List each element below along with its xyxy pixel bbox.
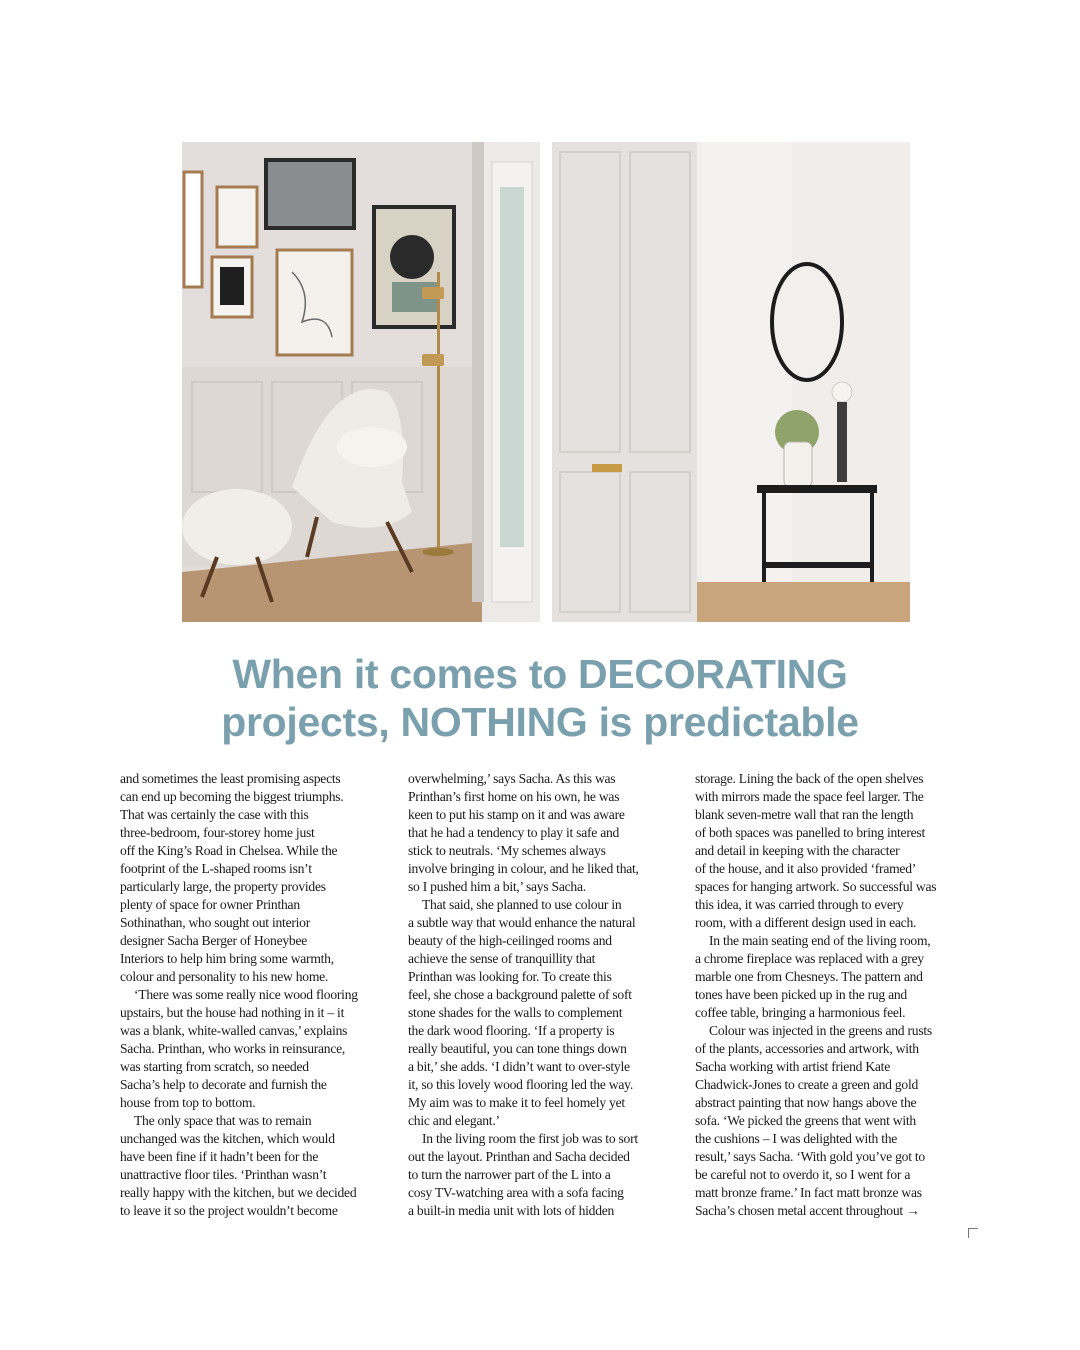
body-text-line: keen to put his stamp on it and was aware <box>408 807 625 822</box>
body-text-line: Sacha. Printhan, who works in reinsurance, <box>120 1041 346 1056</box>
body-text-line: result,’ says Sacha. ‘With gold you’ve got to <box>695 1149 925 1164</box>
body-text-line: marble one from Chesneys. The pattern and <box>695 969 923 984</box>
body-text-line: Colour was injected in the greens and rusts <box>709 1023 932 1038</box>
body-column-3 <box>695 770 963 1220</box>
body-text-line: involve bringing in colour, and he liked that, <box>408 861 639 876</box>
body-text-line: footprint of the L-shaped rooms isn’t <box>120 861 312 876</box>
body-text-line: have been fine if it hadn’t been for the <box>120 1149 319 1164</box>
body-text-line: to turn the narrower part of the L into a <box>408 1167 611 1182</box>
body-text-line: was a blank, white-walled canvas,’ explains <box>120 1023 348 1038</box>
headline-line-1: When it comes to DECORATING <box>232 651 848 697</box>
body-text-line: Sothinathan, who sought out interior <box>120 915 310 930</box>
body-text-line: coffee table, bringing a harmonious feel. <box>695 1005 906 1020</box>
living-room-corner-photo <box>182 142 540 622</box>
body-text-line: unchanged was the kitchen, which would <box>120 1131 335 1146</box>
body-text-line: chic and elegant.’ <box>408 1113 500 1128</box>
body-text-line: cosy TV-watching area with a sofa facing <box>408 1185 624 1200</box>
body-text-line: Printhan was looking for. To create this <box>408 969 612 984</box>
body-column-1 <box>120 770 390 1220</box>
body-text-line: so I pushed him a bit,’ says Sacha. <box>408 879 586 894</box>
body-text-line: of the plants, accessories and artwork, with <box>695 1041 919 1056</box>
body-text-line: of both spaces was panelled to bring interest <box>695 825 925 840</box>
body-text-line: matt bronze frame.’ In fact matt bronze was <box>695 1185 922 1200</box>
body-text-line: three-bedroom, four-storey home just <box>120 825 315 840</box>
body-text-line: In the main seating end of the living room, <box>709 933 931 948</box>
body-text-line: a chrome fireplace was replaced with a grey <box>695 951 924 966</box>
body-text-line: house from top to bottom. <box>120 1095 256 1110</box>
body-text-line: plenty of space for owner Printhan <box>120 897 300 912</box>
body-text-line: ‘There was some really nice wood flooring <box>134 987 358 1002</box>
body-text-line: was starting from scratch, so needed <box>120 1059 309 1074</box>
body-text-line: the cushions – I was delighted with the <box>695 1131 898 1146</box>
body-text-line: off the King’s Road in Chelsea. While the <box>120 843 338 858</box>
body-text-line: really happy with the kitchen, but we decided <box>120 1185 357 1200</box>
body-text-line: a built-in media unit with lots of hidden <box>408 1203 615 1218</box>
body-text-line: out the layout. Printhan and Sacha decided <box>408 1149 630 1164</box>
body-text-line: room, with a different design used in each. <box>695 915 917 930</box>
body-text-line: the dark wood flooring. ‘If a property is <box>408 1023 615 1038</box>
body-text-line: stick to neutrals. ‘My schemes always <box>408 843 606 858</box>
body-text-line: Chadwick-Jones to create a green and gold <box>695 1077 919 1092</box>
body-text-line: Sacha working with artist friend Kate <box>695 1059 890 1074</box>
body-text-line: That said, she planned to use colour in <box>422 897 622 912</box>
body-text-line: achieve the sense of tranquillity that <box>408 951 596 966</box>
body-text-line: Sacha’s chosen metal accent throughout → <box>695 1203 920 1218</box>
body-text-line: abstract painting that now hangs above the <box>695 1095 917 1110</box>
body-text-line: That was certainly the case with this <box>120 807 309 822</box>
body-text-line: feel, she chose a background palette of soft <box>408 987 632 1002</box>
body-text-line: Printhan’s first home on his own, he was <box>408 789 620 804</box>
body-text-line: it, so this lovely wood flooring led the way. <box>408 1077 633 1092</box>
body-text-line: designer Sacha Berger of Honeybee <box>120 933 308 948</box>
body-text-line: with mirrors made the space feel larger. The <box>695 789 924 804</box>
body-text-line: really beautiful, you can tone things down <box>408 1041 627 1056</box>
crop-mark <box>968 1228 978 1238</box>
body-text-line: of the house, and it also provided ‘framed’ <box>695 861 917 876</box>
body-text-line: particularly large, the property provides <box>120 879 326 894</box>
body-text-line: be careful not to overdo it, so I went for a <box>695 1167 911 1182</box>
headline-line-2: projects, NOTHING is predictable <box>221 699 859 745</box>
body-text-line: The only space that was to remain <box>134 1113 312 1128</box>
body-text-line: to leave it so the project wouldn’t become <box>120 1203 338 1218</box>
body-text-line: a bit,’ she adds. ‘I didn’t want to over-style <box>408 1059 630 1074</box>
body-text-line: Sacha’s help to decorate and furnish the <box>120 1077 327 1092</box>
body-text-line: stone shades for the walls to complement <box>408 1005 623 1020</box>
body-text-line: colour and personality to his new home. <box>120 969 329 984</box>
body-text-line: beauty of the high-ceilinged rooms and <box>408 933 612 948</box>
body-text-line: spaces for hanging artwork. So successful was <box>695 879 937 894</box>
headline <box>140 650 940 746</box>
hallway-console-photo <box>552 142 910 622</box>
body-text-line: that he had a tendency to play it safe and <box>408 825 620 840</box>
body-text-line: My aim was to make it to feel homely yet <box>408 1095 625 1110</box>
body-text-line: sofa. ‘We picked the greens that went with <box>695 1113 916 1128</box>
body-text-line: a subtle way that would enhance the natural <box>408 915 636 930</box>
body-text-line: In the living room the first job was to sort <box>422 1131 638 1146</box>
body-text-line: and sometimes the least promising aspects <box>120 771 341 786</box>
body-text-line: this idea, it was carried through to every <box>695 897 904 912</box>
body-text-line: storage. Lining the back of the open shelves <box>695 771 924 786</box>
body-text-line: and detail in keeping with the character <box>695 843 900 858</box>
body-text-line: can end up becoming the biggest triumphs. <box>120 789 344 804</box>
body-text-line: unattractive floor tiles. ‘Printhan wasn’t <box>120 1167 327 1182</box>
body-text-line: Interiors to help him bring some warmth, <box>120 951 334 966</box>
body-text-line: tones have been picked up in the rug and <box>695 987 907 1002</box>
body-text-line: upstairs, but the house had nothing in it – it <box>120 1005 345 1020</box>
body-text-line: blank seven-metre wall that ran the length <box>695 807 914 822</box>
body-text-line: overwhelming,’ says Sacha. As this was <box>408 771 616 786</box>
body-column-2 <box>408 770 676 1220</box>
